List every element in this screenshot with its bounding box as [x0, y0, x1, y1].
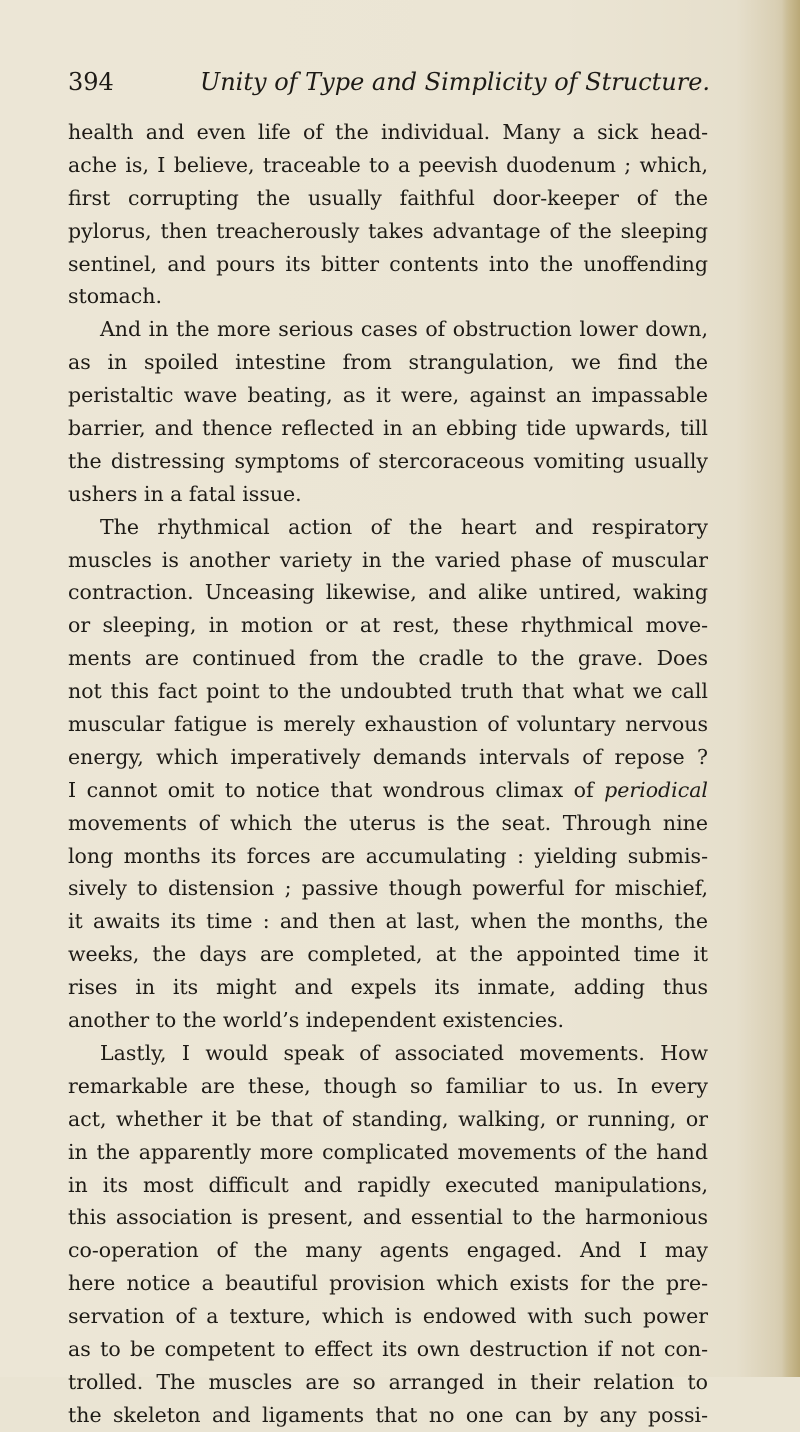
- text-line: rises in its might and expels its inmate, adding thus: [68, 975, 708, 1000]
- text-line: remarkable are these, though so familiar to us. In every: [68, 1073, 708, 1098]
- text-line: the skeleton and ligaments that no one can by any possi-: [68, 1402, 708, 1427]
- text-line: ushers in a fatal issue.: [68, 481, 302, 506]
- text-line: ments are continued from the cradle to the grave. Does: [68, 646, 708, 671]
- text-line: muscles is another variety in the varied phase of muscular: [68, 547, 708, 572]
- text-line: weeks, the days are completed, at the appointed time it: [68, 942, 708, 967]
- running-title: Unity of Type and Simplicity of Structure.: [200, 68, 711, 96]
- text-line: as in spoiled intestine from strangulation, we find the: [68, 350, 708, 375]
- page-number: 394: [68, 68, 114, 96]
- text-line: I cannot omit to notice that wondrous climax of periodical: [68, 777, 708, 802]
- text-line: peristaltic wave beating, as it were, against an impassable: [68, 383, 708, 408]
- text-line: long months its forces are accumulating : yielding submis-: [68, 843, 708, 868]
- text-line: And in the more serious cases of obstruction lower down,: [100, 317, 708, 342]
- text-line: servation of a texture, which is endowed with such power: [68, 1304, 708, 1329]
- text-line: first corrupting the usually faithful door-keeper of the: [68, 185, 708, 210]
- text-line: sively to distension ; passive though powerful for mischief,: [68, 876, 708, 901]
- text-line: movements of which the uterus is the seat. Through nine: [68, 810, 708, 835]
- text-line: sentinel, and pours its bitter contents into the unoffending: [68, 251, 708, 276]
- text-line: here notice a beautiful provision which exists for the pre-: [68, 1271, 708, 1296]
- text-line: trolled. The muscles are so arranged in their relation to: [68, 1369, 708, 1394]
- text-line: the distressing symptoms of stercoraceous vomiting usually: [68, 448, 708, 473]
- text-line: co-operation of the many agents engaged. And I may: [68, 1238, 708, 1263]
- body-text: [68, 116, 708, 1432]
- text-line: pylorus, then treacherously takes advantage of the sleeping: [68, 218, 708, 243]
- text-line: as to be competent to effect its own destruction if not con-: [68, 1336, 708, 1361]
- text-line: energy, which imperatively demands intervals of repose ?: [68, 744, 708, 769]
- page-header: [68, 66, 711, 106]
- text-line: another to the world’s independent existencies.: [68, 1008, 564, 1033]
- text-line: muscular fatigue is merely exhaustion of voluntary nervous: [68, 712, 708, 737]
- text-line: barrier, and thence reflected in an ebbing tide upwards, till: [68, 416, 708, 441]
- text-line: in the apparently more complicated movements of the hand: [68, 1139, 708, 1164]
- text-line: not this fact point to the undoubted truth that what we call: [68, 679, 708, 704]
- text-line: in its most difficult and rapidly executed manipulations,: [68, 1172, 708, 1197]
- text-line: contraction. Unceasing likewise, and alike untired, waking: [68, 580, 708, 605]
- text-line: ache is, I believe, traceable to a peevish duodenum ; which,: [68, 152, 708, 177]
- text-line: Lastly, I would speak of associated movements. How: [100, 1040, 708, 1065]
- text-line: act, whether it be that of standing, walking, or running, or: [68, 1106, 708, 1131]
- text-line: it awaits its time : and then at last, when the months, the: [68, 909, 708, 934]
- text-line: stomach.: [68, 284, 162, 309]
- text-line: health and even life of the individual. Many a sick head-: [68, 120, 708, 144]
- italic-word: periodical: [604, 777, 708, 802]
- text-line: this association is present, and essential to the harmonious: [68, 1205, 708, 1230]
- page-edge-shadow: [782, 0, 800, 1377]
- text-line: or sleeping, in motion or at rest, these rhythmical move-: [68, 613, 708, 638]
- text-line: The rhythmical action of the heart and respiratory: [100, 514, 708, 539]
